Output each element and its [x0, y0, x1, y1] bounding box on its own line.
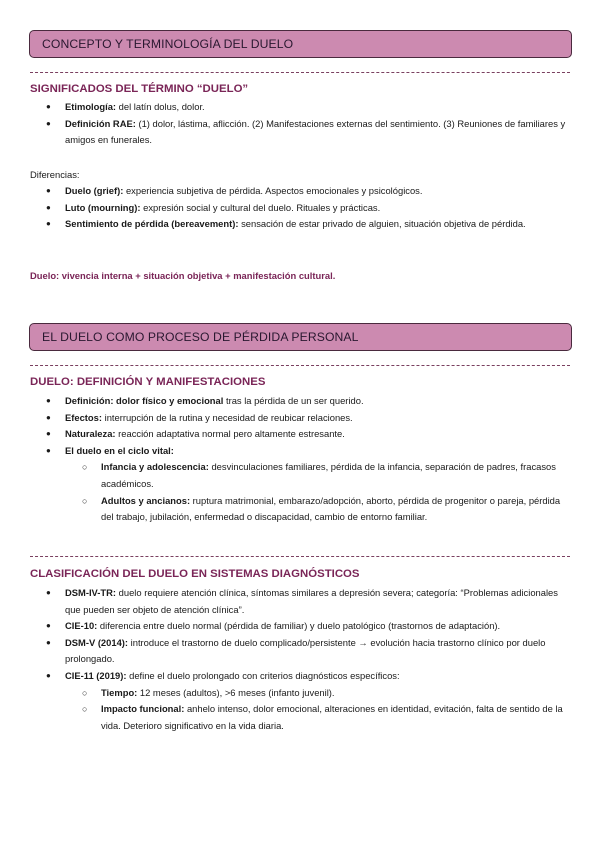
summary-duelo: Duelo: vivencia interna + situación objetiva + manifestación cultural. — [30, 270, 336, 281]
sub-list-item: ○ Tiempo: 12 meses (adultos), >6 meses (infanto juvenil). — [30, 685, 570, 702]
list-item: ● Sentimiento de pérdida (bereavement): sensación de estar privado de alguien, situación objetiva de pérdida. — [30, 216, 570, 233]
list-item: ● DSM-IV-TR: duelo requiere atención clínica, síntomas similares a depresión severa; categoría: “Problemas adicionales que pueden ser objeto de atención clínica”. — [30, 585, 570, 618]
divider — [30, 365, 570, 366]
definicion-list-block — [30, 393, 570, 526]
divider — [30, 72, 570, 73]
sub-list-item: ○ Adultos y ancianos: ruptura matrimonial, embarazo/adopción, aborto, pérdida de progenitor o pareja, pérdida del trabajo, jubilación, enfermedad o discapacidad, cambio de entorno familiar. — [30, 493, 570, 526]
sub-list-item: ○ Infancia y adolescencia: desvinculaciones familiares, pérdida de la infancia, separación de padres, fracasos académicos. — [30, 459, 570, 492]
list-item: ● CIE-10: diferencia entre duelo normal (pérdida de familiar) y duelo patológico (trastornos de adaptación). — [30, 618, 570, 635]
list-item: ● Efectos: interrupción de la rutina y necesidad de reubicar relaciones. — [30, 410, 570, 427]
list-item: ● Duelo (grief): experiencia subjetiva de pérdida. Aspectos emocionales y psicológicos. — [30, 183, 570, 200]
sub-list-item: ○ Impacto funcional: anhelo intenso, dolor emocional, alteraciones en identidad, evitación, falta de sentido de la vida. Deterioro significativo en la vida diaria. — [30, 701, 570, 734]
section-banner-concepto — [29, 30, 572, 58]
banner-title: EL DUELO COMO PROCESO DE PÉRDIDA PERSONAL — [42, 330, 359, 344]
diferencias-list-block — [30, 183, 570, 233]
list-item: ● El duelo en el ciclo vital: ○ Infancia y adolescencia: desvinculaciones familiares, pérdida de la infancia, separación de padres, fracasos académicos. ○ Adultos y ancianos: ruptura matrimonial, embarazo/adopción, aborto, pérdida de progenitor o pareja, pérdida del trabajo, jubilación, enfermedad o discapacidad, cambio de entorno familiar. — [30, 443, 570, 526]
heading-significados: SIGNIFICADOS DEL TÉRMINO “DUELO” — [30, 83, 249, 95]
list-item: ● Definición: dolor físico y emocional tras la pérdida de un ser querido. — [30, 393, 570, 410]
heading-clasificacion: CLASIFICACIÓN DEL DUELO EN SISTEMAS DIAGNÓSTICOS — [30, 568, 360, 580]
divider — [30, 556, 570, 557]
section-banner-proceso — [29, 323, 572, 351]
list-item: ● Luto (mourning): expresión social y cultural del duelo. Rituales y prácticas. — [30, 200, 570, 217]
list-item: ● Etimología: del latín dolus, dolor. — [30, 99, 570, 116]
clasificacion-list-block — [30, 585, 570, 734]
list-item: ● Naturaleza: reacción adaptativa normal pero altamente estresante. — [30, 426, 570, 443]
heading-definicion: DUELO: DEFINICIÓN Y MANIFESTACIONES — [30, 376, 266, 388]
banner-title: CONCEPTO Y TERMINOLOGÍA DEL DUELO — [42, 37, 294, 51]
diferencias-label: Diferencias: — [30, 169, 80, 180]
list-item: ● DSM-V (2014): introduce el trastorno de duelo complicado/persistente → evolución hacia trastorno clínico por duelo prolongado. — [30, 635, 570, 668]
list-item: ● Definición RAE: (1) dolor, lástima, aflicción. (2) Manifestaciones externas del sentimiento. (3) Reuniones de familiares y amigos en funerales. — [30, 116, 570, 149]
list-item: ● CIE-11 (2019): define el duelo prolongado con criterios diagnósticos específicos: ○ Tiempo: 12 meses (adultos), >6 meses (infanto juvenil). ○ Impacto funcional: anhelo intenso, dolor emocional, alteraciones en identidad, evitación, falta de sentido de la vida. Deterioro significativo en la vida diaria. — [30, 668, 570, 734]
significados-list-block — [30, 99, 570, 149]
